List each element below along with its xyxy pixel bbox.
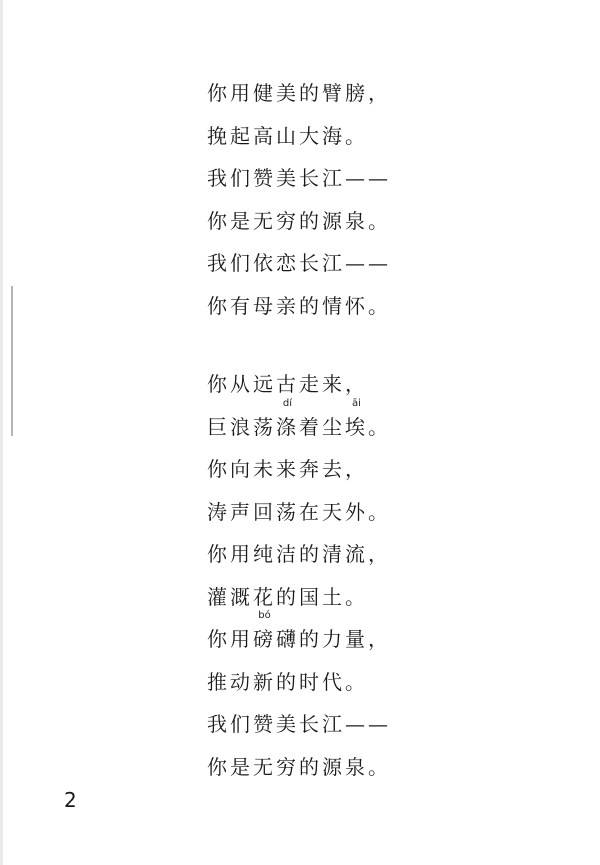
line-text: 巨浪荡 bbox=[207, 414, 276, 439]
stanza-gap bbox=[207, 333, 447, 369]
annotated-character bbox=[253, 610, 276, 654]
poem-line: 灌溉花的国土。 bbox=[207, 584, 368, 609]
poem-line-with-pinyin bbox=[207, 610, 447, 667]
annotated-character bbox=[345, 397, 368, 442]
poem-line: 你是无穷的源泉。 bbox=[207, 208, 391, 233]
pinyin-annotation: āi bbox=[352, 397, 361, 409]
pinyin-annotation: dí bbox=[282, 397, 293, 409]
poem-line: 我们依恋长江—— bbox=[207, 251, 391, 275]
line-text: 礴的力量， bbox=[276, 627, 391, 651]
poem-line: 你是无穷的源泉。 bbox=[207, 754, 391, 779]
poem-line: 你从远古走来， bbox=[207, 372, 368, 396]
poem bbox=[207, 78, 447, 794]
poem-line: 你用健美的臂膀， bbox=[207, 81, 391, 105]
poem-line: 推动新的时代。 bbox=[207, 669, 368, 694]
poem-line-with-pinyin bbox=[207, 397, 447, 455]
poem-line: 我们赞美长江—— bbox=[207, 712, 391, 736]
stanza-1 bbox=[207, 78, 447, 333]
poem-line: 你向未来奔去， bbox=[207, 457, 368, 481]
line-text: 着尘 bbox=[299, 414, 345, 439]
poem-line: 涛声回荡在天外。 bbox=[207, 499, 391, 524]
line-text: 。 bbox=[368, 414, 391, 439]
annotated-character bbox=[276, 397, 299, 442]
line-text: 你用 bbox=[207, 627, 253, 651]
scan-mark bbox=[11, 286, 13, 436]
pinyin-annotation: bó bbox=[258, 610, 271, 621]
character: 涤 bbox=[276, 414, 299, 439]
character: 磅 bbox=[253, 627, 276, 651]
poem-line: 你有母亲的情怀。 bbox=[207, 293, 391, 318]
page-edge bbox=[0, 0, 3, 865]
character: 埃 bbox=[345, 414, 368, 439]
page-number: 2 bbox=[64, 788, 77, 812]
poem-line: 挽起高山大海。 bbox=[207, 123, 368, 148]
stanza-2 bbox=[207, 369, 447, 794]
poem-line: 我们赞美长江—— bbox=[207, 166, 391, 190]
poem-line: 你用纯洁的清流， bbox=[207, 542, 391, 566]
